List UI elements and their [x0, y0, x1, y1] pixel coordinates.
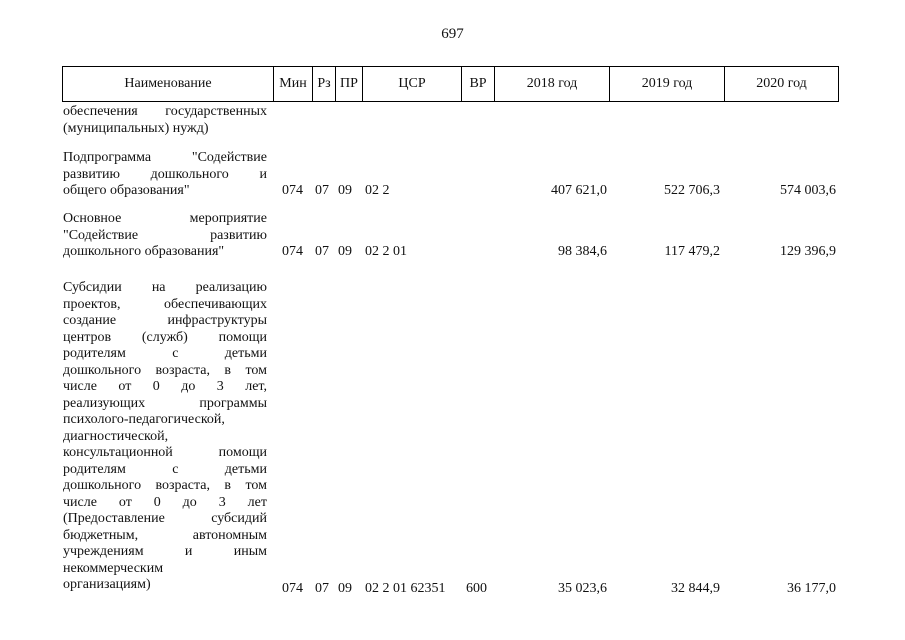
- name-line: бюджетным, автономным: [63, 527, 267, 543]
- name-line: проектов, обеспечивающих: [63, 296, 267, 312]
- name-line: дошкольного возраста, в том: [63, 478, 267, 493]
- cell-2020: 574 003,6: [780, 183, 836, 198]
- cell-2019: 32 844,9: [671, 581, 720, 596]
- cell-pr: 09: [338, 183, 352, 198]
- name-line: числе от 0 до 3 лет,: [63, 379, 267, 394]
- row-name: [63, 104, 267, 137]
- name-line: некоммерческим: [63, 560, 164, 576]
- cell-2019: 522 706,3: [664, 183, 720, 198]
- name-line: обеспечения государственных: [63, 104, 267, 119]
- name-line: дошкольного возраста, в том: [63, 362, 267, 378]
- row-name: [63, 150, 267, 200]
- name-line: консультационной помощи: [63, 445, 267, 460]
- name-line: развитию дошкольного и: [63, 166, 267, 182]
- cell-min: 074: [282, 183, 303, 198]
- header-2020: 2020 год: [756, 76, 807, 91]
- row-name: [63, 280, 267, 594]
- page-number: 697: [441, 26, 464, 42]
- header-rz: Рз: [317, 76, 331, 91]
- cell-2018: 98 384,6: [558, 244, 607, 259]
- name-line: родителям с детьми: [63, 461, 267, 477]
- name-line: Основное мероприятие: [63, 211, 267, 226]
- header-min: Мин: [279, 76, 307, 91]
- name-line: (Предоставление субсидий: [63, 511, 267, 526]
- header-vr: ВР: [469, 76, 487, 91]
- name-line: дошкольного образования": [63, 244, 225, 259]
- name-line: Подпрограмма "Содействие: [63, 150, 267, 165]
- cell-pr: 09: [338, 244, 352, 259]
- header-name: Наименование: [124, 76, 212, 91]
- name-line: диагностической,: [63, 428, 169, 444]
- name-line: (муниципальных) нужд): [63, 120, 209, 136]
- name-line: Субсидии на реализацию: [63, 280, 267, 295]
- name-line: числе от 0 до 3 лет: [63, 494, 267, 510]
- header-2019: 2019 год: [641, 76, 693, 91]
- name-line: создание инфраструктуры: [63, 313, 267, 328]
- header-2018: 2018 год: [526, 76, 578, 91]
- name-line: "Содействие развитию: [63, 227, 267, 243]
- cell-csr: 02 2 01: [365, 244, 407, 259]
- cell-min: 074: [282, 581, 303, 596]
- row-name: [63, 211, 267, 261]
- cell-2020: 36 177,0: [787, 581, 836, 596]
- cell-vr: 600: [466, 581, 487, 596]
- cell-rz: 07: [315, 183, 329, 198]
- cell-2020: 129 396,9: [780, 244, 836, 259]
- name-line: реализующих программы: [63, 395, 267, 411]
- cell-csr: 02 2: [365, 183, 390, 198]
- name-line: родителям с детьми: [63, 346, 267, 361]
- cell-2018: 35 023,6: [558, 581, 607, 596]
- table-header: [62, 66, 839, 102]
- name-line: психолого-педагогической,: [63, 412, 225, 427]
- header-pr: ПР: [340, 76, 358, 91]
- header-csr: ЦСР: [398, 76, 426, 91]
- cell-2019: 117 479,2: [664, 244, 720, 259]
- name-line: центров (служб) помощи: [63, 329, 267, 345]
- cell-2018: 407 621,0: [551, 183, 607, 198]
- name-line: организациям): [63, 577, 151, 592]
- cell-csr: 02 2 01 62351: [365, 581, 446, 596]
- cell-rz: 07: [315, 581, 329, 596]
- name-line: общего образования": [63, 183, 190, 198]
- cell-rz: 07: [315, 244, 329, 259]
- name-line: учреждениям и иным: [63, 544, 267, 559]
- cell-min: 074: [282, 244, 303, 259]
- cell-pr: 09: [338, 581, 352, 596]
